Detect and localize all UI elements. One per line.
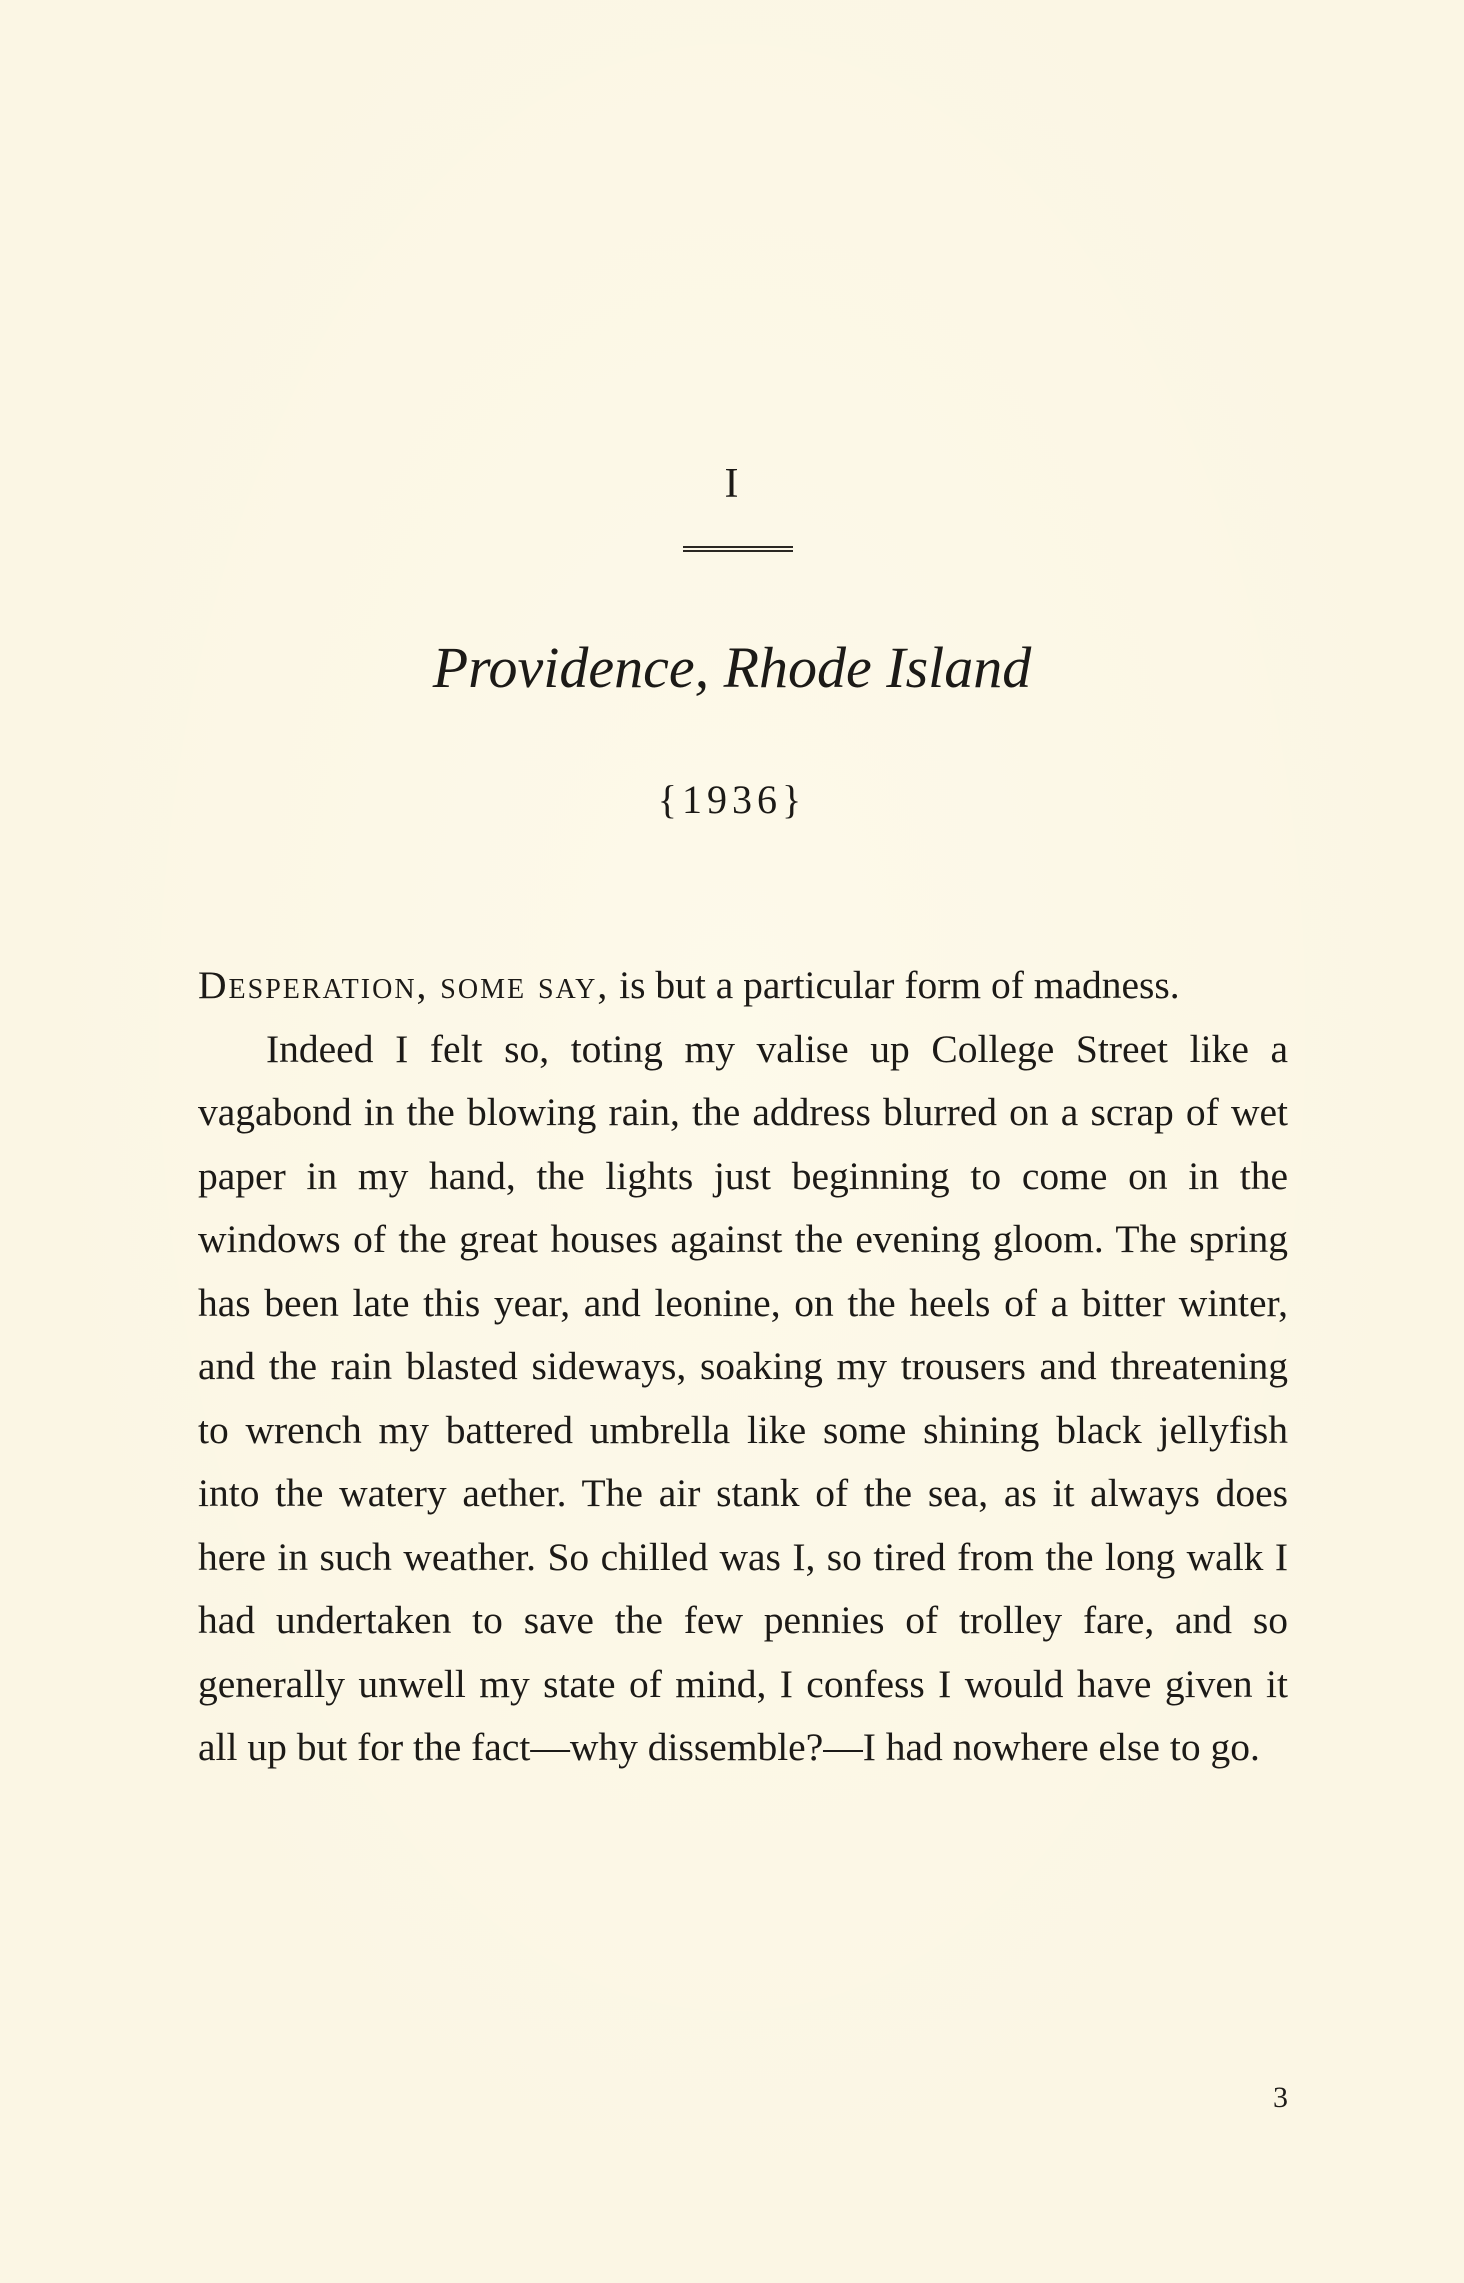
chapter-title: Providence, Rhode Island: [432, 635, 1032, 700]
opening-smallcaps: Desperation, some say,: [198, 963, 610, 1007]
chapter-year: {1936}: [657, 777, 807, 822]
paragraph-1-text: is but a particular form of madness.: [609, 963, 1180, 1007]
paragraph-2: Indeed I felt so, toting my valise up College Street like a vagabond in the blowing rain, the address blurred on a scrap of wet paper in my hand, the lights just beginning to come on in the windows of the great houses against the evening gloom. The spring has been late this year, and leonine, on the heels of a bitter winter, and the rain blasted sideways, soaking my trousers and threatening to wrench my battered umbrella like some shining black jellyfish into the watery aether. The air stank of the sea, as it always does here in such weather. So chilled was I, so tired from the long walk I had undertaken to save the few pennies of trolley fare, and so generally unwell my state of mind, I confess I would have given it all up but for the fact—why dissemble?—I had nowhere else to go.: [198, 1026, 1288, 1769]
chapter-divider-rule: [683, 546, 793, 552]
chapter-number: I: [724, 461, 740, 507]
body-text: [198, 954, 1288, 1780]
paragraph-1: [198, 954, 1288, 1018]
page-number: 3: [1273, 2081, 1288, 2114]
